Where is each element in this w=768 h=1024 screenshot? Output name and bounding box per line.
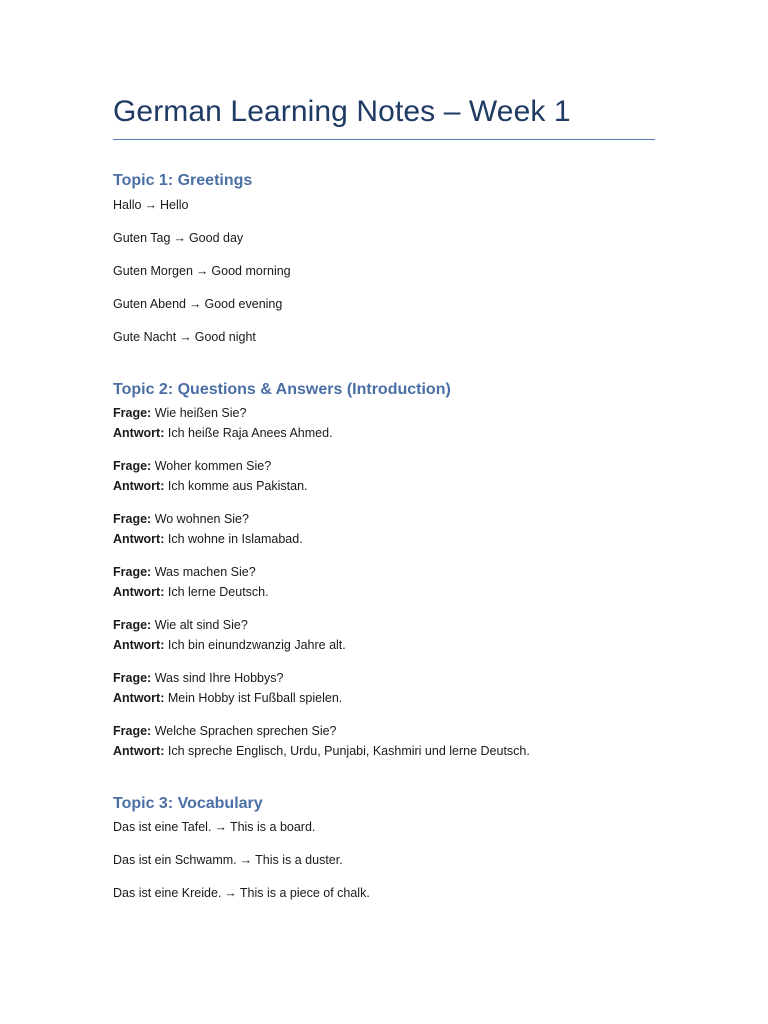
greeting-german: Hallo: [113, 198, 142, 212]
question-line: [113, 721, 530, 741]
arrow-icon: →: [144, 198, 157, 212]
question-text: Woher kommen Sie?: [154, 459, 272, 473]
topic-1-heading: Topic 1: Greetings: [113, 172, 253, 189]
document-title: German Learning Notes – Week 1: [113, 95, 571, 128]
question-label: Frage:: [113, 618, 152, 632]
greeting-english: Good morning: [211, 264, 291, 278]
vocabulary-english: This is a duster.: [255, 853, 343, 867]
qa-pair: [113, 509, 303, 549]
greeting-english: Good evening: [204, 297, 283, 311]
answer-text: Ich wohne in Islamabad.: [167, 532, 303, 546]
answer-label: Antwort:: [113, 479, 165, 493]
question-line: [113, 509, 303, 529]
question-line: [113, 615, 346, 635]
answer-text: Mein Hobby ist Fußball spielen.: [167, 691, 343, 705]
vocabulary-german: Das ist eine Kreide.: [113, 886, 222, 900]
question-text: Welche Sprachen sprechen Sie?: [154, 724, 337, 738]
vocabulary-item: [113, 852, 343, 869]
question-text: Wie heißen Sie?: [154, 406, 247, 420]
vocabulary-item: [113, 885, 370, 902]
greeting-german: Gute Nacht: [113, 330, 177, 344]
qa-pair: [113, 562, 269, 602]
answer-line: [113, 582, 269, 602]
answer-label: Antwort:: [113, 691, 165, 705]
question-line: [113, 403, 333, 423]
arrow-icon: →: [179, 330, 192, 344]
greeting-item: [113, 197, 189, 214]
greeting-item: [113, 263, 291, 280]
vocabulary-english: This is a board.: [229, 820, 316, 834]
greeting-item: [113, 296, 282, 313]
qa-pair: [113, 721, 530, 761]
vocabulary-german: Das ist ein Schwamm.: [113, 853, 237, 867]
answer-line: [113, 476, 308, 496]
vocabulary-item: [113, 819, 315, 836]
arrow-icon: →: [224, 886, 237, 900]
topic-3-heading: Topic 3: Vocabulary: [113, 795, 263, 812]
answer-label: Antwort:: [113, 585, 165, 599]
answer-text: Ich komme aus Pakistan.: [167, 479, 308, 493]
question-text: Was machen Sie?: [154, 565, 256, 579]
answer-text: Ich spreche Englisch, Urdu, Punjabi, Kashmiri und lerne Deutsch.: [167, 744, 530, 758]
greeting-item: [113, 230, 243, 247]
arrow-icon: →: [173, 231, 186, 245]
question-label: Frage:: [113, 724, 152, 738]
question-line: [113, 562, 269, 582]
vocabulary-english: This is a piece of chalk.: [239, 886, 370, 900]
arrow-icon: →: [214, 820, 227, 834]
topic-2-heading: Topic 2: Questions & Answers (Introduction): [113, 381, 451, 398]
answer-line: [113, 741, 530, 761]
answer-label: Antwort:: [113, 744, 165, 758]
question-line: [113, 668, 342, 688]
arrow-icon: →: [195, 264, 209, 278]
question-label: Frage:: [113, 406, 152, 420]
greeting-english: Good day: [188, 231, 244, 245]
qa-pair: [113, 456, 308, 496]
question-label: Frage:: [113, 671, 152, 685]
question-label: Frage:: [113, 565, 152, 579]
answer-line: [113, 423, 333, 443]
answer-line: [113, 635, 346, 655]
arrow-icon: →: [239, 853, 253, 867]
question-text: Wie alt sind Sie?: [154, 618, 248, 632]
answer-text: Ich bin einundzwanzig Jahre alt.: [167, 638, 346, 652]
question-label: Frage:: [113, 459, 152, 473]
qa-pair: [113, 403, 333, 443]
question-label: Frage:: [113, 512, 152, 526]
answer-text: Ich lerne Deutsch.: [167, 585, 269, 599]
greeting-english: Good night: [194, 330, 256, 344]
question-text: Was sind Ihre Hobbys?: [154, 671, 284, 685]
greeting-german: Guten Abend: [113, 297, 186, 311]
vocabulary-german: Das ist eine Tafel.: [113, 820, 212, 834]
title-underline: [113, 139, 655, 140]
greeting-item: [113, 329, 256, 346]
greeting-english: Hello: [160, 198, 189, 212]
answer-label: Antwort:: [113, 532, 165, 546]
arrow-icon: →: [188, 297, 202, 311]
answer-label: Antwort:: [113, 638, 165, 652]
answer-label: Antwort:: [113, 426, 165, 440]
greeting-german: Guten Morgen: [113, 264, 193, 278]
answer-text: Ich heiße Raja Anees Ahmed.: [167, 426, 333, 440]
qa-pair: [113, 668, 342, 708]
question-text: Wo wohnen Sie?: [154, 512, 249, 526]
greeting-german: Guten Tag: [113, 231, 171, 245]
answer-line: [113, 529, 303, 549]
question-line: [113, 456, 308, 476]
answer-line: [113, 688, 342, 708]
qa-pair: [113, 615, 346, 655]
